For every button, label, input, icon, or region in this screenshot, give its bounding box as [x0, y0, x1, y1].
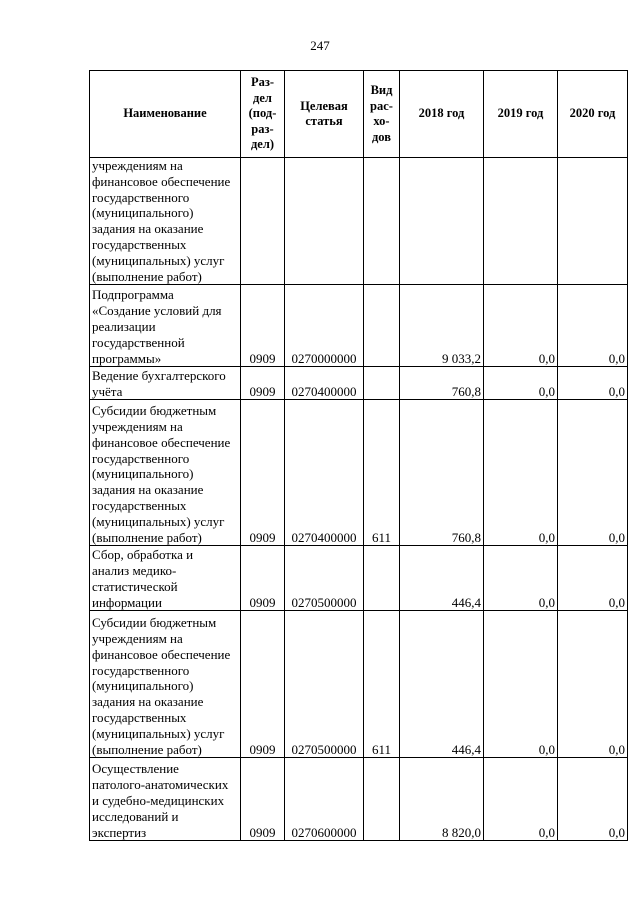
- row-2020: [558, 158, 628, 285]
- row-2020: 0,0: [558, 611, 628, 758]
- row-2019: [484, 158, 558, 285]
- row-target: [285, 158, 364, 285]
- header-section: Раз- дел (под- раз- дел): [241, 71, 285, 158]
- row-2020: 0,0: [558, 758, 628, 841]
- row-section: 0909: [241, 611, 285, 758]
- row-2020: 0,0: [558, 400, 628, 546]
- table-row: [90, 611, 628, 758]
- row-2018: 760,8: [400, 367, 484, 400]
- row-name: Субсидии бюджетным учреждениям на финансовое обеспечение государственного (муниципального) задания на оказание государственных (муниципальных) услуг (выполнение работ): [90, 611, 241, 758]
- table-row: [90, 285, 628, 367]
- table-row: [90, 158, 628, 285]
- row-target: 0270000000: [285, 285, 364, 367]
- row-2018: 8 820,0: [400, 758, 484, 841]
- row-section: 0909: [241, 758, 285, 841]
- row-expense-type: [364, 546, 400, 611]
- row-expense-type: 611: [364, 611, 400, 758]
- row-name: Сбор, обработка и анализ медико- статистической информации: [90, 546, 241, 611]
- row-2018: 446,4: [400, 611, 484, 758]
- header-expense-type: Вид рас- хо- дов: [364, 71, 400, 158]
- row-target: 0270400000: [285, 400, 364, 546]
- row-expense-type: [364, 758, 400, 841]
- row-2019: 0,0: [484, 367, 558, 400]
- table-row: [90, 546, 628, 611]
- row-section: 0909: [241, 285, 285, 367]
- header-2020: 2020 год: [558, 71, 628, 158]
- row-name: учреждениям на финансовое обеспечение государственного (муниципального) задания на оказание государственных (муниципальных) услуг (выполнение работ): [90, 158, 241, 285]
- row-2020: 0,0: [558, 367, 628, 400]
- table-row: [90, 400, 628, 546]
- row-2019: 0,0: [484, 546, 558, 611]
- row-expense-type: 611: [364, 400, 400, 546]
- table-header-row: [90, 71, 628, 158]
- row-name: Субсидии бюджетным учреждениям на финансовое обеспечение государственного (муниципального) задания на оказание государственных (муниципальных) услуг (выполнение работ): [90, 400, 241, 546]
- row-expense-type: [364, 285, 400, 367]
- page-number: 247: [310, 38, 330, 53]
- header-target: Целевая статья: [285, 71, 364, 158]
- header-2018: 2018 год: [400, 71, 484, 158]
- row-2019: 0,0: [484, 285, 558, 367]
- row-target: 0270400000: [285, 367, 364, 400]
- row-2019: 0,0: [484, 611, 558, 758]
- budget-table: [89, 70, 628, 841]
- table-row: [90, 758, 628, 841]
- row-name: Подпрограмма «Создание условий для реализации государственной программы»: [90, 285, 241, 367]
- table-row: [90, 367, 628, 400]
- row-section: 0909: [241, 400, 285, 546]
- header-2019: 2019 год: [484, 71, 558, 158]
- row-name: Осуществление патолого-анатомических и судебно-медицинских исследований и экспертиз: [90, 758, 241, 841]
- row-2018: 760,8: [400, 400, 484, 546]
- row-target: 0270500000: [285, 546, 364, 611]
- row-2018: 9 033,2: [400, 285, 484, 367]
- row-expense-type: [364, 158, 400, 285]
- row-2019: 0,0: [484, 758, 558, 841]
- row-section: 0909: [241, 546, 285, 611]
- row-2018: [400, 158, 484, 285]
- row-name: Ведение бухгалтерского учёта: [90, 367, 241, 400]
- row-2019: 0,0: [484, 400, 558, 546]
- row-target: 0270500000: [285, 611, 364, 758]
- row-2020: 0,0: [558, 546, 628, 611]
- header-name: Наименование: [90, 71, 241, 158]
- row-section: 0909: [241, 367, 285, 400]
- row-2018: 446,4: [400, 546, 484, 611]
- row-section: [241, 158, 285, 285]
- row-expense-type: [364, 367, 400, 400]
- row-target: 0270600000: [285, 758, 364, 841]
- row-2020: 0,0: [558, 285, 628, 367]
